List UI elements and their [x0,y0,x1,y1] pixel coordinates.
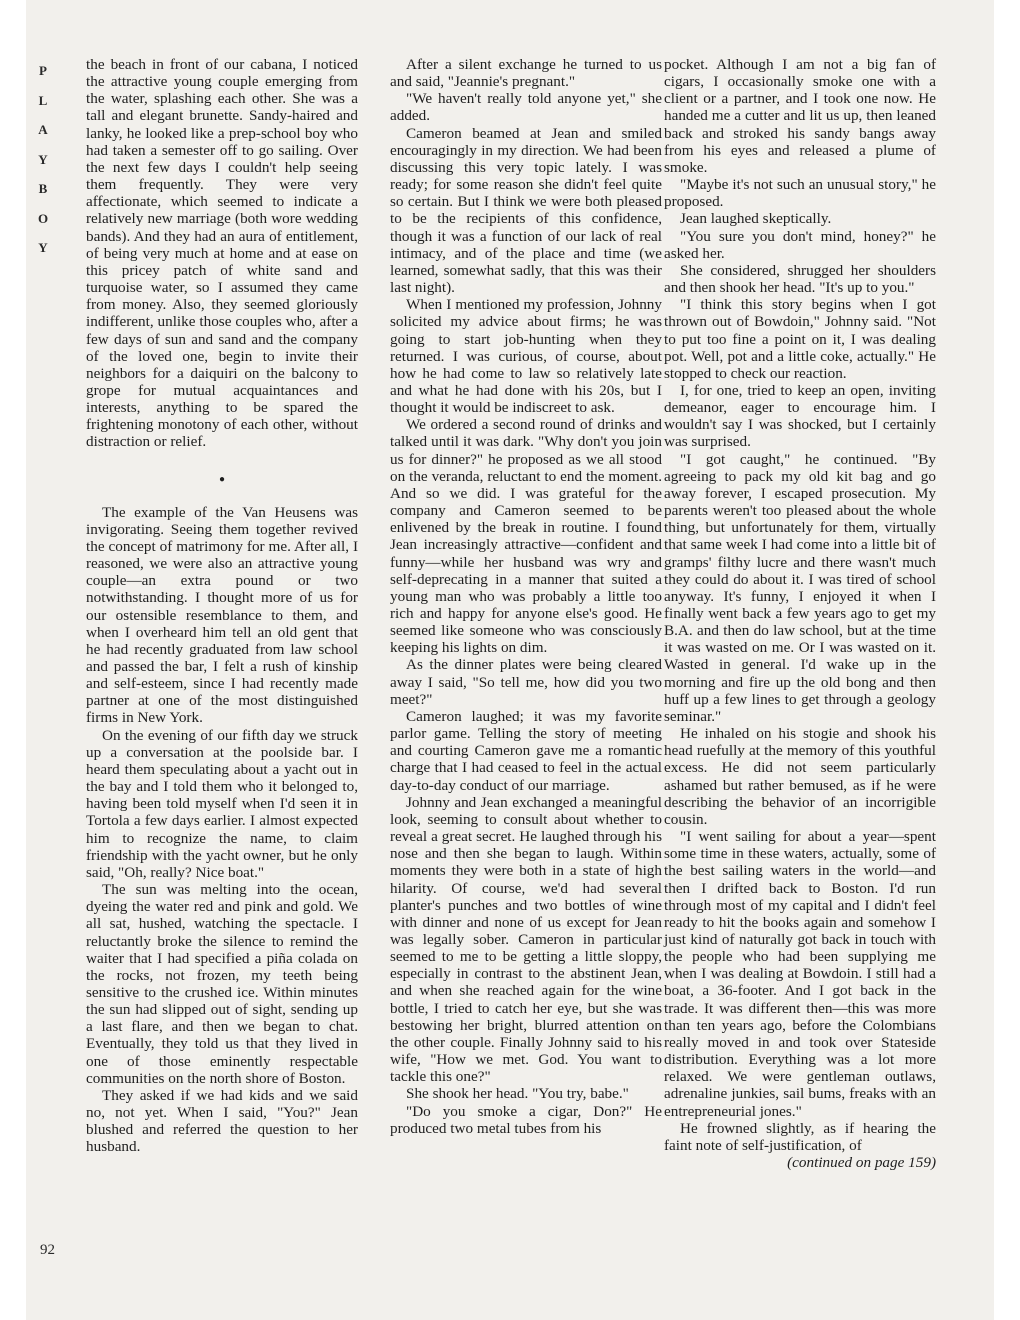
paragraph: Cameron laughed; it was my favorite parlor game. Telling the story of meeting and courting Cameron gave me a romantic charge that I had ceased to feel in the actual day-to-day conduct of our marriage. [390,707,662,794]
paragraph: I, for one, tried to keep an open, inviting demeanor, eager to encourage him. I wouldn't say I was shocked, but I certainly was surprised. [664,381,936,451]
continued-on-page[interactable]: (continued on page 159) [787,1154,936,1171]
paragraph: As the dinner plates were being cleared away I said, "So tell me, how did you two meet?" [390,656,662,708]
paragraph: She considered, shrugged her shoulders and then shook her head. "It's up to you." [664,261,936,297]
running-head-letter: P [39,63,47,78]
paragraph: They asked if we had kids and we said no, not yet. When I said, "You?" Jean blushed and referred the question to her husband. [86,1086,358,1156]
text-column-2 [390,56,662,1137]
magazine-page [26,0,994,1320]
paragraph: "I went sailing for about a year—spent some time in these waters, actually, some of the best sailing waters in the world—and then I drifted back to Boston. I'd run through most of my capital and I didn't feel ready to hit the books again and somehow I just kind of naturally got back in touch with the people who had been supplying me when I was dealing at Bowdoin. I still had a boat, a 36-footer. And I got back in the trade. It was different then—this was more than ten years ago, before the Colombians really moved in and took over Stateside distribution. Everything was a lot more relaxed. We were gentleman outlaws, adrenaline junkies, sail bums, freaks with an entrepreneurial jones." [664,828,936,1120]
paragraph: "We haven't really told anyone yet," she added. [390,90,662,125]
paragraph: When I mentioned my profession, Johnny solicited my advice about firms; he was going to start job-hunting when they returned. I was curious, of course, about how he had come to law so relatively late and what he had done with his 20s, but I thought it would be indiscreet to ask. [390,296,662,417]
paragraph: On the evening of our fifth day we struck up a conversation at the poolside bar. I heard them speculating about a yacht out in the bay and I told them who it belonged to, having been told myself when I'd seen it in Tortola a few days earlier. I almost expected him to recognize the name, to claim friendship with the yacht owner, but he only said, "Oh, really? Nice boat." [86,726,358,881]
paragraph: He frowned slightly, as if hearing the faint note of self-justification, of [664,1119,936,1154]
paragraph: "I got caught," he continued. "By agreeing to pack my old kit bag and go away forever, I escaped prosecution. My parents weren't too pleased about the whole thing, but unfortunately for them, virtually that same week I had come into a little bit of gramps' filthy lucre and there wasn't much they could do about it. I was tired of school anyway. It's funny, I enjoyed it when I finally went back a few years ago to get my B.A. and then do law school, but at the time it was wasted on me. Or I was wasted on it. Wasted in general. I'd wake up in the morning and fire up the old bong and then huff up a few lines to get through a geology seminar." [664,450,936,725]
text-column-1 [86,56,358,1156]
running-head-letter: Y [38,240,48,255]
paragraph: The sun was melting into the ocean, dyeing the water red and pink and gold. We all sat, hushed, watching the spectacle. I reluctantly broke the silence to remind the waiter that I had specified a piña colada on the rocks, not frozen, my teeth being sensitive to the crushed ice. Within minutes the sun had slipped out of sight, sending up a last flare, and then we began to chat. Eventually, they told us that they lived in one of those eminently respectable communities on the north shore of Boston. [86,881,358,1087]
text-column-3 [664,56,936,1171]
section-break-bullet: ● [218,473,226,485]
paragraph: Jean laughed skeptically. [680,210,832,228]
paragraph: He inhaled on his stogie and shook his head ruefully at the memory of this youthful excess. He did not seem particularly ashamed but rather bemused, as if he were describing the behavior of an incorrigible cousin. [664,725,936,828]
paragraph: the beach in front of our cabana, I noticed the attractive young couple emerging from the water, splashing each other. She was a tall and elegant brunette. Sandy-haired and lanky, he looked like a prep-school boy who had taken a semester off to go sailing. Over the next few days I couldn't help seeing them frequently. They were very affectionate, which seemed to indicate a relatively new marriage (both wore wedding bands). And they had an aura of entitlement, of being very much at home and at ease on this pricey patch of white sand and turquoise water, so I assumed they came from money. Also, they seemed gloriously indifferent, unlike those couples who, after a few days of sun and sand and the company of the loved one, begin to invite their neighbors for a daiquiri on the balcony to grope for mutual acquaintances and interests, anything to be spared the frightening monotony of each other, without distraction or relief. [86,56,358,451]
paragraph: "Maybe it's not such an unusual story," he proposed. [664,176,936,211]
running-head-letter: B [38,181,48,196]
running-head-letter: O [37,210,49,226]
paragraph: "Do you smoke a cigar, Don?" He produced two metal tubes from his [390,1102,662,1137]
paragraph: Johnny and Jean exchanged a meaningful look, seeming to consult about whether to reveal a great secret. He laughed through his nose and then she began to laugh. Within moments they were both in a state of high hilarity. Of course, we'd had several planter's punches and two bottles of wine with dinner and none of us except for Jean was legally sober. Cameron in particular seemed to me to be getting a little sloppy, especially in contrast to the abstinent Jean, and when she reached again for the wine bottle, I tried to catch her eye, but she was bestowing her bright, blurred attention on the other couple. Finally Johnny said to his wife, "How we met. God. You want to tackle this one?" [390,793,662,1086]
paragraph: The example of the Van Heusens was invigorating. Seeing them together revived the concept of matrimony for me. After all, I reasoned, we were also an attractive young couple—an extra pound or two notwithstanding. I thought more of us for our ostensible resemblance to them, and when I overheard him tell an old gent that he had recently graduated from law school and passed the bar, I felt a rush of kinship and self-esteem, since I had recently made partner at one of the most distinguished firms in New York. [86,503,358,727]
paragraph: We ordered a second round of drinks and talked until it was dark. "Why don't you join us for dinner?" he proposed as we all stood on the veranda, reluctant to end the moment. And so we did. I was grateful for the company and Cameron seemed to be enlivened by the break in routine. I found Jean increasingly attractive—confident and funny—while her husband was wry and self-deprecating in a manner that suited a young man who was probably a little too rich and happy for anyone else's good. He seemed like someone who was consciously keeping his lights on dim. [390,416,662,657]
running-head-letter: L [38,92,48,108]
paragraph: "You sure you don't mind, honey?" he asked her. [664,227,936,262]
page-number: 92 [40,1242,55,1258]
paragraph: Cameron beamed at Jean and smiled encouragingly in my direction. We had been discussing this very topic lately. I was ready; for some reason she didn't feel quite so certain. But I think we were both pleased to be the recipients of this confidence, though it was a function of our lack of real intimacy, and of the place and time (we learned, somewhat sadly, that this was their last night). [390,124,662,297]
running-head [36,56,50,263]
paragraph: She shook her head. "You try, babe." [406,1085,629,1103]
paragraph: pocket. Although I am not a big fan of cigars, I occasionally smoke one with a client or a partner, and I took one now. He handed me a cutter and lit us up, then leaned back and stroked his sandy bangs away from his eyes and released a plume of smoke. [664,56,936,176]
running-head-letter: A [38,122,48,137]
paragraph: "I think this story begins when I got thrown out of Bowdoin," Johnny said. "Not to put too fine a point on it, I was dealing pot. Well, pot and a little coke, actually." He stopped to check our reaction. [664,296,936,382]
paragraph: After a silent exchange he turned to us and said, "Jeannie's pregnant." [390,56,662,91]
running-head-letter: Y [38,151,48,167]
